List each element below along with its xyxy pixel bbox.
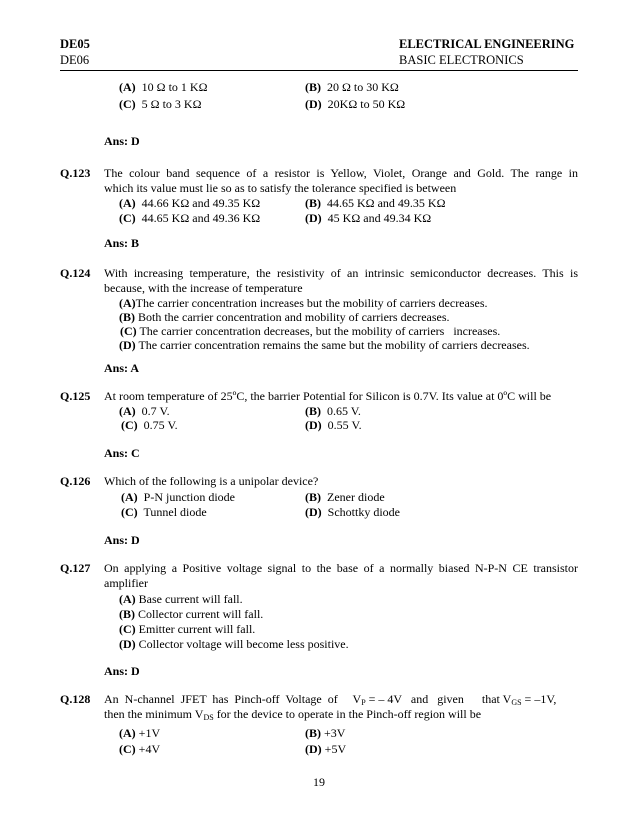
q123-text-line2: which its value must lie so as to satisfy the tolerance specified is between [104,181,457,195]
q123-answer: Ans: B [104,236,140,250]
q127-option-d: (D) Collector voltage will become less positive. [119,637,349,651]
q122-option-d: (D) 20KΩ to 50 KΩ [305,97,406,111]
q124-option-d: (D) The carrier concentration remains the same but the mobility of carriers decreases. [119,338,530,352]
q128-option-b: (B) +3V [305,726,346,740]
q125-answer: Ans: C [104,446,140,460]
q125-option-c: (C) 0.75 V. [121,418,178,432]
q127-answer: Ans: D [104,664,140,678]
header-code-2: DE06 [60,53,90,67]
q127-option-c: (C) Emitter current will fall. [119,622,256,636]
q123-number: Q.123 [60,166,91,180]
q124-option-a: (A)The carrier concentration increases but the mobility of carriers decreases. [119,296,488,310]
q125-option-a: (A) 0.7 V. [119,404,170,418]
q125-option-d: (D) 0.55 V. [305,418,362,432]
header-rule [60,70,578,71]
q126-option-c: (C) Tunnel diode [121,505,207,519]
q127-option-a: (A) Base current will fall. [119,592,243,606]
q124-number: Q.124 [60,266,91,280]
q126-option-d: (D) Schottky diode [305,505,400,519]
q127-number: Q.127 [60,561,91,575]
q122-answer: Ans: D [104,134,140,148]
q124-answer: Ans: A [104,361,140,375]
page-number: 19 [313,775,325,789]
q127-text-line1: On applying a Positive voltage signal to the base of a normally biased N-P-N CE transistor [104,561,578,575]
q128-option-a: (A) +1V [119,726,161,740]
q126-option-a: (A) P-N junction diode [121,490,235,504]
q124-text-line1: With increasing temperature, the resistivity of an intrinsic semiconductor decreases. This is [104,266,578,280]
q128-text-line2: then the minimum $V_{DS}$ for the device to operate in the Pinch-off region will be [104,707,482,722]
q124-text-line2: because, with the increase of temperature [104,281,303,295]
header-subject: ELECTRICAL ENGINEERING [399,37,575,51]
q126-answer: Ans: D [104,533,140,547]
q126-option-b: (B) Zener diode [305,490,385,504]
q122-option-c: (C) 5 Ω to 3 KΩ [119,97,202,111]
q122-option-b: (B) 20 Ω to 30 KΩ [305,80,399,94]
q125-option-b: (B) 0.65 V. [305,404,361,418]
q127-option-b: (B) Collector current will fall. [119,607,264,621]
q124-option-b: (B) Both the carrier concentration and mobility of carriers decreases. [119,310,450,324]
q123-text-line1: The colour band sequence of a resistor is Yellow, Violet, Orange and Gold. The range in [104,166,578,180]
q126-number: Q.126 [60,474,91,488]
q123-option-c: (C) 44.65 KΩ and 49.36 KΩ [119,211,261,225]
q126-text-line1: Which of the following is a unipolar device? [104,474,319,488]
q125-number: Q.125 [60,389,91,403]
q128-option-c: (C) +4V [119,742,161,756]
header-code-1: DE05 [60,37,90,51]
q122-option-a: (A) 10 Ω to 1 KΩ [119,80,208,94]
q127-text-line2: amplifier [104,576,148,590]
q128-number: Q.128 [60,692,91,706]
q125-text-line1: At room temperature of 25ºC, the barrier Potential for Silicon is 0.7V. Its value at 0ºC will be [104,389,552,403]
q123-option-d: (D) 45 KΩ and 49.34 KΩ [305,211,432,225]
header-course: BASIC ELECTRONICS [399,53,524,67]
q124-option-c: (C) The carrier concentration decreases, but the mobility of carriers increases. [120,324,501,338]
q128-option-d: (D) +5V [305,742,347,756]
q128-text-line1: An N-channel JFET has Pinch-off Voltage of $V_P$ = – 4V and given that $V_{GS} = -1V$, [104,692,557,707]
q123-option-b: (B) 44.65 KΩ and 49.35 KΩ [305,196,446,210]
q123-option-a: (A) 44.66 KΩ and 49.35 KΩ [119,196,261,210]
